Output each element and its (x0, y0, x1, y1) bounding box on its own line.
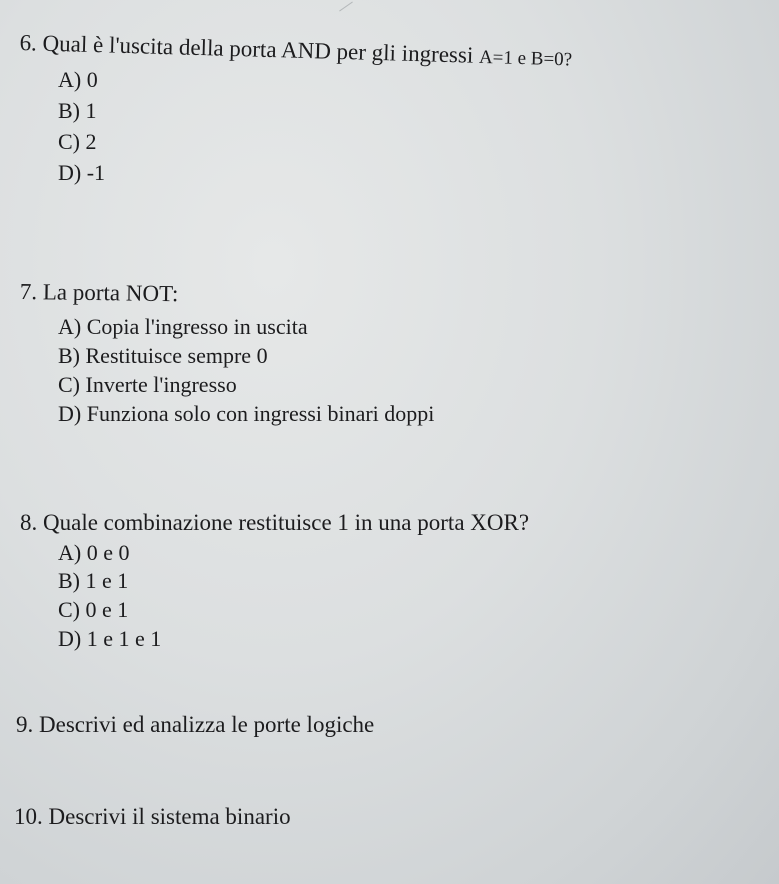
option-d: D) Funziona solo con ingressi binari doppi (58, 401, 435, 426)
question-8 (20, 510, 529, 536)
option-c: C) Inverte l'ingresso (58, 372, 237, 397)
question-7 (20, 279, 179, 307)
option-b: B) 1 e 1 (58, 568, 129, 593)
question-9 (16, 712, 374, 738)
question-10 (14, 804, 291, 830)
question-text: Descrivi ed analizza le porte logiche (39, 712, 375, 737)
question-number: 6. (19, 30, 38, 56)
question-text: La porta NOT: (42, 279, 179, 307)
question-text: Quale combinazione restituisce 1 in una porta XOR? (43, 510, 530, 535)
pen-mark (339, 2, 353, 12)
question-text: Descrivi il sistema binario (48, 804, 291, 829)
option-b: B) 1 (58, 98, 97, 123)
question-number: 10. (14, 804, 43, 829)
question-text: Qual è l'uscita della porta AND per gli ingressi (42, 30, 474, 68)
option-d: D) 1 e 1 e 1 (58, 626, 162, 651)
question-number: 9. (16, 712, 34, 737)
question-6 (19, 30, 572, 73)
question-number: 7. (19, 279, 38, 305)
option-b: B) Restituisce sempre 0 (58, 343, 268, 368)
question-number: 8. (20, 510, 38, 535)
option-c: C) 0 e 1 (58, 597, 129, 622)
option-a: A) Copia l'ingresso in uscita (58, 314, 308, 339)
option-a: A) 0 (58, 67, 98, 92)
option-d: D) -1 (58, 160, 106, 185)
option-a: A) 0 e 0 (58, 540, 130, 565)
option-c: C) 2 (58, 129, 97, 154)
question-text-tail: A=1 e B=0? (478, 46, 573, 71)
